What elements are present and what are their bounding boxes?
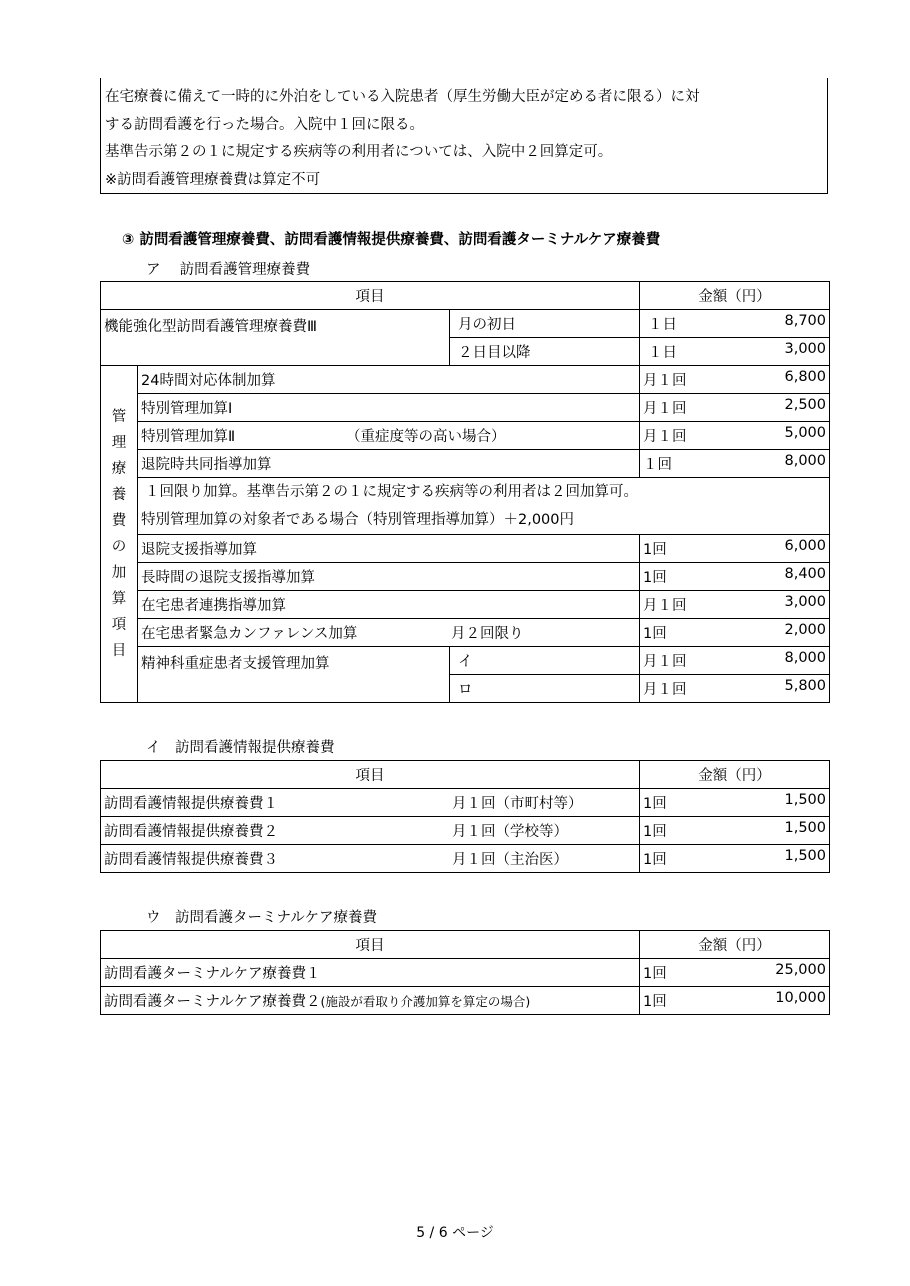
row-name: 訪問看護情報提供療養費１ <box>104 796 278 812</box>
row-note: (施設が看取り介護加算を算定の場合) <box>320 994 531 1009</box>
amount-cell: 8,000 <box>784 650 826 666</box>
row-note: 月１回（学校等） <box>452 824 568 840</box>
header-amount: 金額（円） <box>640 931 830 959</box>
box-line: 基準告示第２の１に規定する疾病等の利用者については、入院中２回算定可。 <box>105 144 613 160</box>
amount-cell: 6,800 <box>784 369 826 385</box>
header-item: 項目 <box>101 931 640 959</box>
table-row <box>101 366 830 394</box>
row-name: 訪問看護ターミナルケア療養費２ <box>104 994 321 1010</box>
unit-cell: １日 <box>648 317 677 333</box>
table-i-title: イ 訪問看護情報提供療養費 <box>146 740 335 756</box>
unit-cell: １回 <box>643 457 672 473</box>
kasan-name: 特別管理加算Ⅰ <box>138 394 640 422</box>
table-row <box>101 619 830 647</box>
table-row <box>101 789 830 817</box>
table-row <box>101 845 830 873</box>
kasan-note: （重症度等の高い場合） <box>346 429 506 445</box>
header-amount: 金額（円） <box>640 761 830 789</box>
box-line: 在宅療養に備えて一時的に外泊をしている入院患者（厚生労働大臣が定める者に限る）に対 <box>105 89 700 105</box>
table-u <box>100 930 830 1015</box>
page-number: 5 / 6 ページ <box>416 1225 494 1241</box>
continuation-box <box>100 78 828 194</box>
table-row <box>101 478 830 535</box>
header-amount: 金額（円） <box>640 282 830 310</box>
table-row <box>101 563 830 591</box>
table-row <box>101 591 830 619</box>
table-row <box>101 987 830 1015</box>
row-name: 訪問看護ターミナルケア療養費１ <box>104 966 321 982</box>
amount-cell: 5,000 <box>784 425 826 441</box>
amount-cell: 8,700 <box>784 313 826 329</box>
kasan-name: 特別管理加算Ⅱ <box>141 429 236 445</box>
kasan-name: 在宅患者連携指導加算 <box>138 591 640 619</box>
unit-cell: 月１回 <box>643 429 687 445</box>
table-row <box>101 394 830 422</box>
kasan-notes: １回限り加算。基準告示第２の１に規定する疾病等の利用者は２回加算可。 特別管理加算の対象者である場合（特別管理指導加算）＋2,000円 <box>138 478 830 535</box>
section-heading: ③ 訪問看護管理療養費、訪問看護情報提供療養費、訪問看護ターミナルケア療養費 <box>122 232 661 248</box>
amount-cell: 1,500 <box>784 820 826 836</box>
table-a-title: ア 訪問看護管理療養費 <box>146 262 311 278</box>
amount-cell: 6,000 <box>784 538 826 554</box>
cond-cell: ２日目以降 <box>450 338 640 366</box>
table-u-title: ウ 訪問看護ターミナルケア療養費 <box>146 910 377 926</box>
kasan-name: 退院時共同指導加算 <box>138 450 640 478</box>
table-row <box>101 959 830 987</box>
table-header-row <box>101 282 830 310</box>
unit-cell: 1回 <box>643 994 667 1010</box>
amount-cell: 8,400 <box>784 566 826 582</box>
unit-cell: 1回 <box>643 966 667 982</box>
unit-cell: 月１回 <box>643 598 687 614</box>
box-line: ※訪問看護管理療養費は算定不可 <box>105 171 321 188</box>
kasan-name: 24時間対応体制加算 <box>138 366 640 394</box>
table-row <box>101 450 830 478</box>
row-note: 月１回（主治医） <box>452 852 568 868</box>
kasan-note: 月２回限り <box>451 626 524 642</box>
kasan-name: 長時間の退院支援指導加算 <box>138 563 640 591</box>
amount-cell: 25,000 <box>775 962 826 978</box>
table-row <box>101 817 830 845</box>
row-name: 訪問看護情報提供療養費２ <box>104 824 278 840</box>
table-row <box>101 535 830 563</box>
amount-cell: 2,000 <box>784 622 826 638</box>
table-row <box>101 422 830 450</box>
cond-cell: ロ <box>450 675 640 703</box>
table-header-row <box>101 931 830 959</box>
unit-cell: 1回 <box>643 570 667 586</box>
unit-cell: 1回 <box>643 852 667 868</box>
amount-cell: 8,000 <box>784 453 826 469</box>
unit-cell: 月１回 <box>643 682 687 698</box>
table-row <box>101 310 830 338</box>
row-name: 訪問看護情報提供療養費３ <box>104 852 278 868</box>
kasan-name: 在宅患者緊急カンファレンス加算 <box>141 626 358 642</box>
cond-cell: 月の初日 <box>450 310 640 338</box>
amount-cell: 5,800 <box>784 678 826 694</box>
header-item: 項目 <box>101 761 640 789</box>
row-note: 月１回（市町村等） <box>452 796 583 812</box>
amount-cell: 1,500 <box>784 792 826 808</box>
amount-cell: 3,000 <box>784 341 826 357</box>
kasan-name: 精神科重症患者支援管理加算 <box>138 647 450 703</box>
unit-cell: 月１回 <box>643 654 687 670</box>
table-i <box>100 760 830 873</box>
box-line: する訪問看護を行った場合。入院中１回に限る。 <box>105 116 424 133</box>
unit-cell: 1回 <box>643 796 667 812</box>
amount-cell: 1,500 <box>784 848 826 864</box>
amount-cell: 10,000 <box>775 990 826 1006</box>
unit-cell: 月１回 <box>643 373 687 389</box>
table-a <box>100 281 830 703</box>
unit-cell: 1回 <box>643 824 667 840</box>
header-item: 項目 <box>101 282 640 310</box>
unit-cell: １日 <box>648 345 677 361</box>
unit-cell: 1回 <box>643 542 667 558</box>
kasan-name: 退院支援指導加算 <box>138 535 640 563</box>
kino-name: 機能強化型訪問看護管理療養費Ⅲ <box>101 310 450 366</box>
amount-cell: 2,500 <box>784 397 826 413</box>
unit-cell: 月１回 <box>643 401 687 417</box>
table-row <box>101 647 830 675</box>
unit-cell: 1回 <box>643 626 667 642</box>
amount-cell: 3,000 <box>784 594 826 610</box>
cond-cell: イ <box>450 647 640 675</box>
side-label: 管 理 療 養 費 の 加 算 項 目 <box>101 366 138 703</box>
table-header-row <box>101 761 830 789</box>
